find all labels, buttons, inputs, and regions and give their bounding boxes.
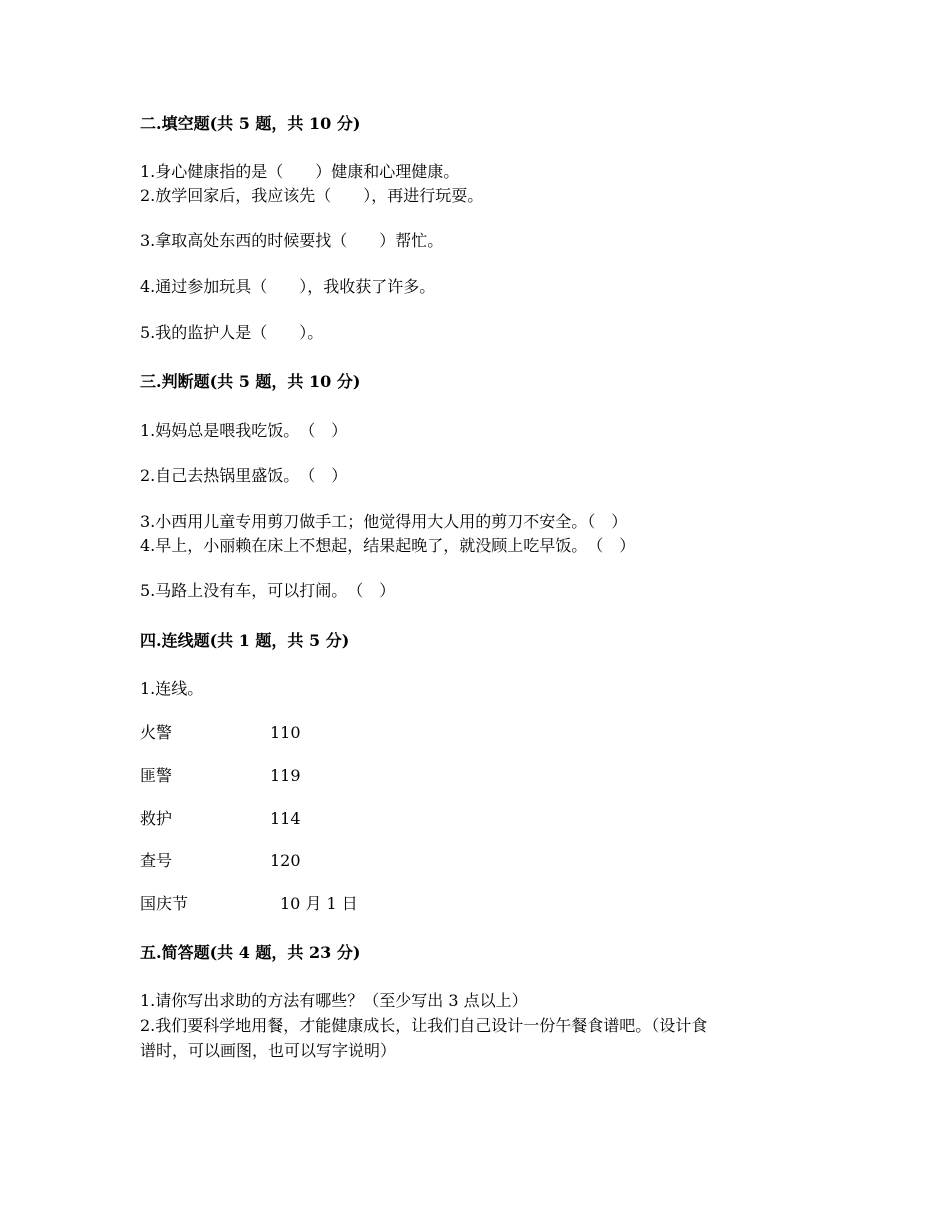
- match-left: 匪警: [140, 766, 173, 785]
- judge-question-4: 4.早上，小丽赖在床上不想起，结果起晚了，就没顾上吃早饭。 （ ）: [140, 536, 636, 555]
- short-question-1: 1.请你写出求助的方法有哪些？（至少写出 3 点以上）: [140, 991, 528, 1010]
- short-question-2-line-1: 2.我们要科学地用餐，才能健康成长，让我们自己设计一份午餐食谱吧。（设计食: [140, 1016, 708, 1035]
- fill-question-1: 1.身心健康指的是（ ）健康和心理健康。: [140, 162, 460, 181]
- section-title-judge: 三.判断题(共 5 题，共 10 分): [140, 372, 361, 391]
- match-left: 国庆节: [140, 894, 189, 913]
- match-right: 120: [270, 851, 301, 870]
- fill-question-3: 3.拿取高处东西的时候要找（ ）帮忙。: [140, 231, 444, 250]
- judge-question-5: 5.马路上没有车，可以打闹。 （ ）: [140, 581, 396, 600]
- match-right: 119: [270, 766, 301, 785]
- match-question-1: 1.连线。: [140, 679, 204, 698]
- section-title-short: 五.简答题(共 4 题，共 23 分): [140, 943, 361, 962]
- section-title-match: 四.连线题(共 1 题，共 5 分): [140, 631, 350, 650]
- match-right: 110: [270, 723, 301, 742]
- match-left: 火警: [140, 723, 173, 742]
- fill-question-4: 4.通过参加玩具（ ），我收获了许多。: [140, 277, 436, 296]
- judge-question-2: 2.自己去热锅里盛饭。 （ ）: [140, 466, 348, 485]
- match-right: 10 月 1 日: [280, 894, 358, 913]
- match-left: 救护: [140, 809, 173, 828]
- section-title-fill: 二.填空题(共 5 题，共 10 分): [140, 114, 361, 133]
- judge-question-1: 1.妈妈总是喂我吃饭。 （ ）: [140, 421, 348, 440]
- match-right: 114: [270, 809, 301, 828]
- fill-question-2: 2.放学回家后，我应该先（ ），再进行玩耍。: [140, 186, 484, 205]
- fill-question-5: 5.我的监护人是（ ）。: [140, 323, 324, 342]
- match-left: 查号: [140, 851, 173, 870]
- short-question-2-line-2: 谱时，可以画图，也可以写字说明）: [140, 1041, 397, 1060]
- judge-question-3: 3.小西用儿童专用剪刀做手工；他觉得用大人用的剪刀不安全。（ ）: [140, 512, 628, 531]
